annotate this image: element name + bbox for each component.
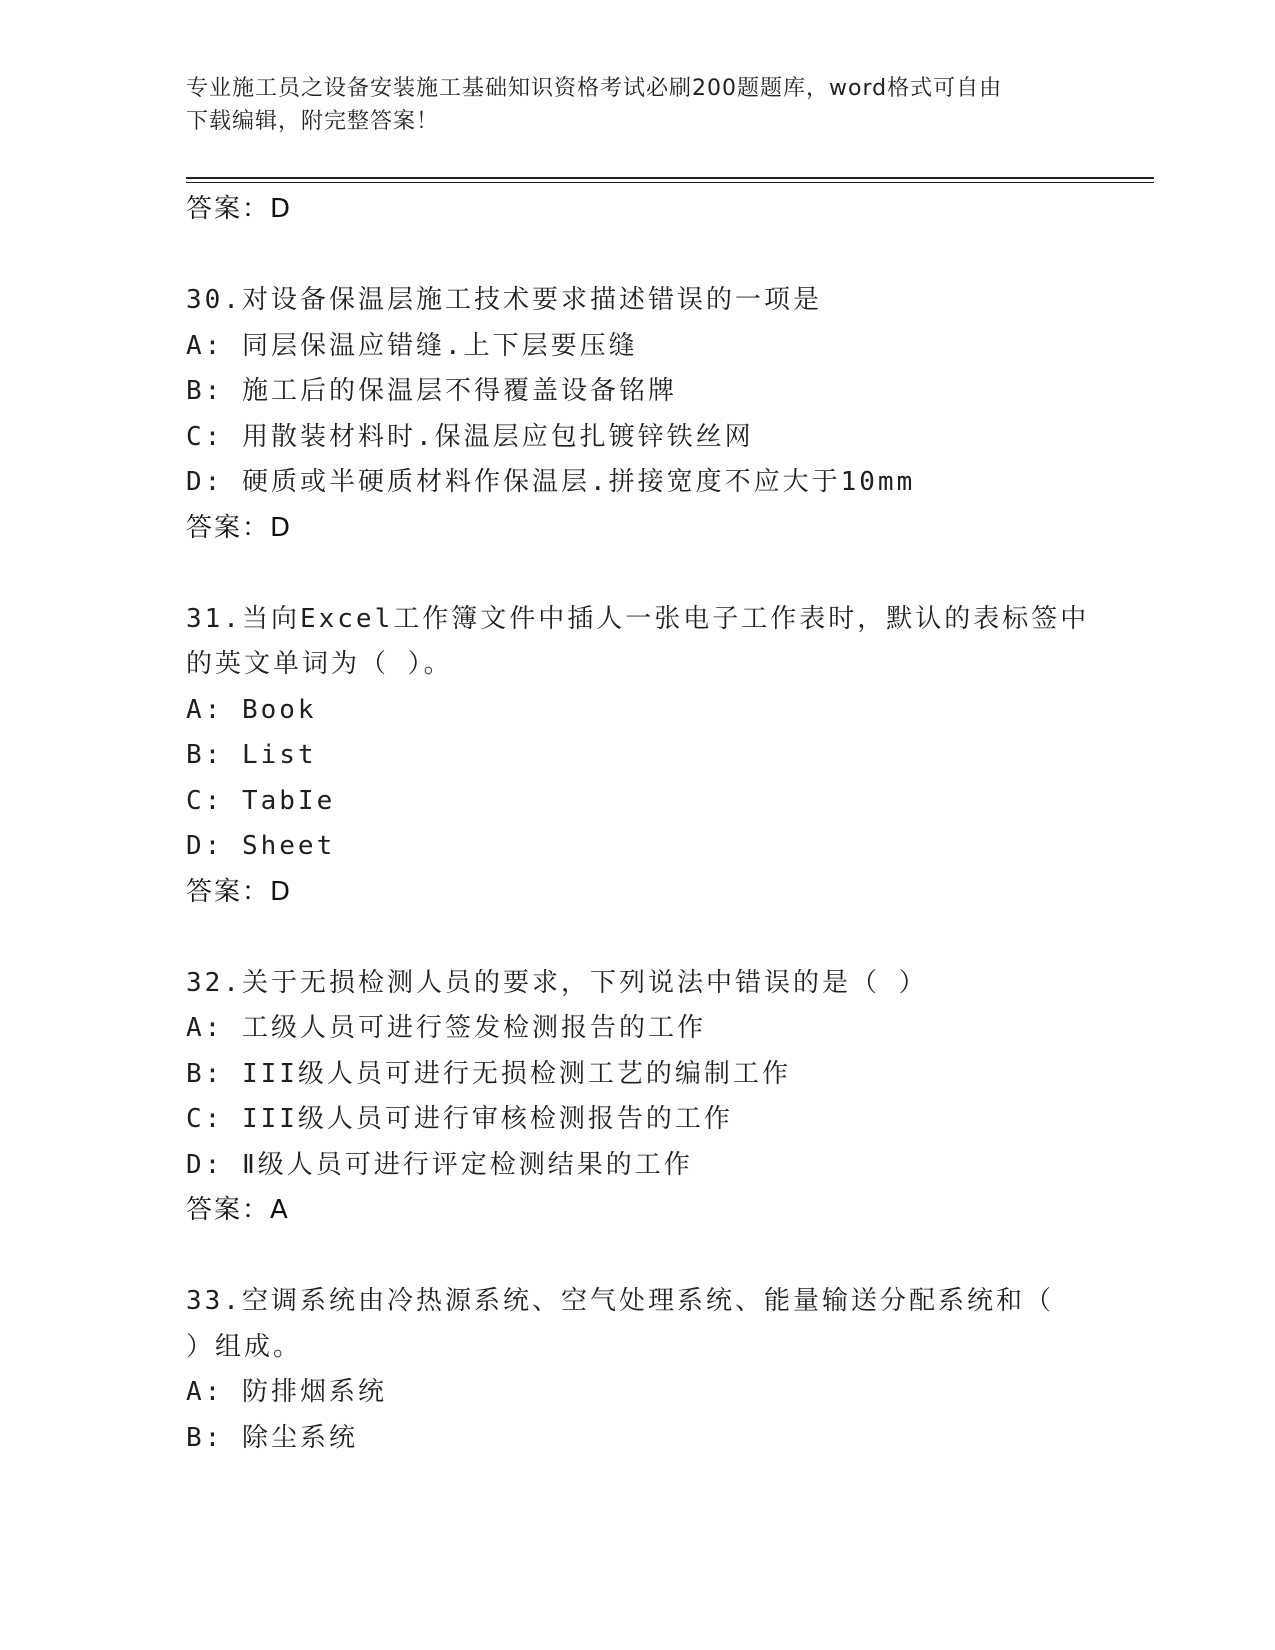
answer-line: 答案：D: [186, 512, 293, 543]
option-c: C: TabIe: [186, 785, 336, 816]
page-header: [186, 72, 1066, 138]
question-block-30: [186, 278, 1086, 551]
question-text-continued: ）组成。: [186, 1331, 303, 1362]
option-a: A: 防排烟系统: [186, 1377, 387, 1407]
question-text-continued: 的英文单词为（ ）。: [186, 649, 453, 679]
option-c: C: III级人员可进行审核检测报告的工作: [186, 1104, 733, 1134]
answer-line: 答案：D: [186, 194, 293, 224]
option-a: A: 工级人员可进行签发检测报告的工作: [186, 1013, 706, 1043]
question-block-33: [186, 1279, 1086, 1461]
block-spacer: [186, 915, 1086, 961]
option-b: B: 除尘系统: [186, 1422, 358, 1453]
block-spacer: [186, 233, 1086, 279]
answer-line: 答案：A: [186, 1195, 290, 1225]
option-d: D: 硬质或半硬质材料作保温层.拼接宽度不应大于10mm: [186, 467, 916, 497]
header-rule-thick: [186, 177, 1154, 179]
question-text: 33.空调系统由冷热源系统、空气处理系统、能量输送分配系统和（: [186, 1286, 1054, 1316]
block-spacer: [186, 1234, 1086, 1280]
answer-line: 答案：D: [186, 876, 293, 907]
option-c: C: 用散装材料时.保温层应包扎镀锌铁丝网: [186, 421, 754, 452]
option-b: B: III级人员可进行无损检测工艺的编制工作: [186, 1058, 791, 1089]
option-b: B: List: [186, 740, 317, 770]
block-spacer: [186, 551, 1086, 597]
option-d: D: Ⅱ级人员可进行评定检测结果的工作: [186, 1149, 693, 1180]
option-d: D: Sheet: [186, 831, 336, 861]
question-block-31: [186, 597, 1090, 916]
question-text: 30.对设备保温层施工技术要求描述错误的一项是: [186, 285, 822, 315]
question-block-32: [186, 961, 1086, 1234]
question-text: 32.关于无损检测人员的要求，下列说法中错误的是（ ）: [186, 967, 928, 998]
header-line-1: 专业施工员之设备安装施工基础知识资格考试必刷200题题库，word格式可自由: [186, 76, 1003, 101]
option-b: B: 施工后的保温层不得覆盖设备铭牌: [186, 376, 677, 406]
option-a: A: 同层保温应错缝.上下层要压缝: [186, 330, 638, 361]
question-list: [186, 187, 1090, 1461]
header-rule-thin: [186, 182, 1154, 183]
question-text: 31.当向Excel工作簿文件中插人一张电子工作表时，默认的表标签中: [186, 603, 1090, 634]
option-a: A: Book: [186, 694, 317, 725]
header-line-2: 下载编辑，附完整答案！: [186, 109, 440, 134]
